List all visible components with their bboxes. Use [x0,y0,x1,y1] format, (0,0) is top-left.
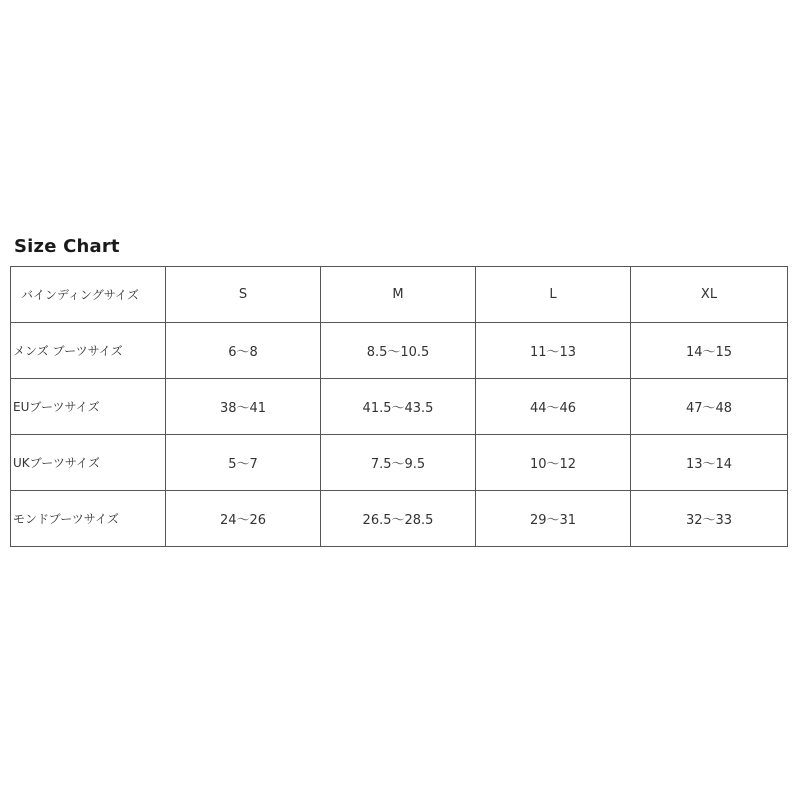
table-cell: 24〜26 [166,491,321,547]
table-row [11,323,788,379]
table-cell: 6〜8 [166,323,321,379]
table-cell: 26.5〜28.5 [321,491,476,547]
size-chart-table [10,266,788,547]
table-cell: 29〜31 [476,491,631,547]
header-size-m: M [321,267,476,323]
table-row [11,379,788,435]
table-cell: 8.5〜10.5 [321,323,476,379]
header-label-cell: バインディングサイズ [11,267,166,323]
table-header-row [11,267,788,323]
header-size-l: L [476,267,631,323]
table-cell: 41.5〜43.5 [321,379,476,435]
table-cell: 7.5〜9.5 [321,435,476,491]
table-cell: 10〜12 [476,435,631,491]
table-cell: 13〜14 [631,435,788,491]
table-cell: 11〜13 [476,323,631,379]
row-label-cell: メンズ ブーツサイズ [11,323,166,379]
table-cell: 32〜33 [631,491,788,547]
row-label-cell: モンドブーツサイズ [11,491,166,547]
table-cell: 38〜41 [166,379,321,435]
header-size-xl: XL [631,267,788,323]
table-cell: 5〜7 [166,435,321,491]
page-title: Size Chart [14,236,120,257]
table-cell: 14〜15 [631,323,788,379]
table-row [11,435,788,491]
table-cell: 44〜46 [476,379,631,435]
table-row [11,491,788,547]
table-cell: 47〜48 [631,379,788,435]
row-label-cell: EUブーツサイズ [11,379,166,435]
row-label-cell: UKブーツサイズ [11,435,166,491]
header-size-s: S [166,267,321,323]
